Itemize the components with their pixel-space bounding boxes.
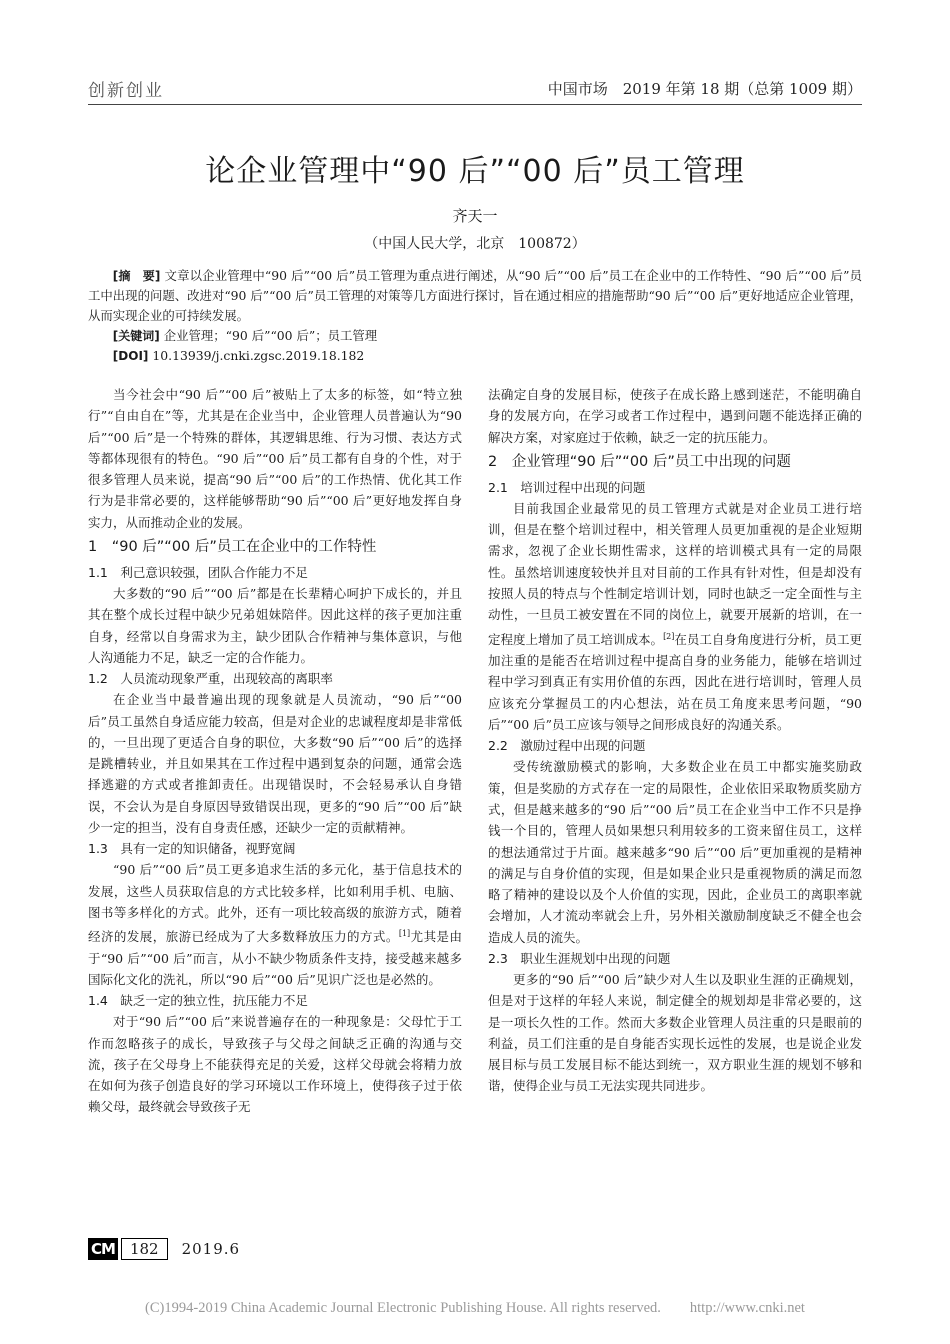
section-2-1-text [488, 498, 862, 735]
doi-text: 10.13939/j.cnki.zgsc.2019.18.182 [152, 348, 365, 363]
section-2-heading: 2 企业管理“90 后”“00 后”员工中出现的问题 [488, 453, 791, 470]
section-1-3-text-b: 尤其是由于“90 后”“00 后”而言，从小不缺少物质条件支持，接受越来越多国际化文化的洗礼，所以“90 后”“00 后”见识广泛也是必然的。 [88, 929, 462, 987]
section-1-3-heading: 1.3 具有一定的知识储备，视野宽阔 [88, 841, 296, 857]
section-1-4-text: 对于“90 后”“00 后”来说普遍存在的一种现象是：父母忙于工作而忽略孩子的成长，导致孩子与父母之间缺乏正确的沟通与交流，孩子在父母身上不能获得充足的关爱，这样父母就会将精力放在如何为孩子创造良好的学习环境以工作环境上，使得孩子过于依赖父母，最终就会导致孩子无 [88, 1014, 462, 1115]
abstract-text: 文章以企业管理中“90 后”“00 后”员工管理为重点进行阐述，从“90 后”“00 后”员工在企业中的工作特性、“90 后”“00 后”员工中出现的问题、改进对“90 后”“00 后”员工管理的对策等几方面进行探讨，旨在通过相应的措施帮助“90 后”“00 后”更好地适应企业管理，从而实现企业的可持续发展。 [88, 268, 862, 323]
section-1-2-text: 在企业当中最普遍出现的现象就是人员流动，“90 后”“00 后”员工虽然自身适应能力较高，但是对企业的忠诚程度却是非常低的，一旦出现了更适合自身的职位，大多数“90 后”“00 后”的选择是跳槽转业，并且如果其在工作过程中遇到复杂的问题，通常会选择逃避的方式或者推卸责任。出现错误时，不会轻易承认自身错误，不会认为是自身原因导致错误出现，更多的“90 后”“00 后”缺少一定的担当，没有自身责任感，还缺少一定的贡献精神。 [88, 692, 462, 836]
right-column [488, 384, 862, 1097]
doi-label: [DOI] [112, 349, 149, 363]
section-2-1-text-a: 目前我国企业最常见的员工管理方式就是对企业员工进行培训，但是在整个培训过程中，相关管理人员更加重视的是企业短期需求，忽视了企业长期性需求，这样的培训模式具有一定的局限性。虽然培训速度较快并且对目前的工作具有针对性，但是却没有按照人员的特点与个性制定培训计划，同时也缺乏一定全面性与主动性，一旦员工被安置在不同的岗位上，就要开展新的培训，在一定程度上增加了员工培训成本。 [488, 500, 862, 647]
citation-2: [2] [663, 631, 675, 641]
intro-paragraph: 当今社会中“90 后”“00 后”被贴上了太多的标签，如“特立独行”“自由自在”等，尤其是在企业当中，企业管理人员普遍认为“90 后”“00 后”是一个特殊的群体，其逻辑思维、行为习惯、表达方式等都体现很有的特色。“90 后”“00 后”员工都有自身的个性，对于很多管理人员来说，提高“90 后”“00 后”的工作热情、优化其工作行为是非常必要的，这样能够帮助“90 后”“00 后”更好地发挥自身实力，从而推动企业的发展。 [88, 387, 462, 530]
section-1-3-text [88, 859, 462, 990]
section-1-1-text: 大多数的“90 后”“00 后”都是在长辈精心呵护下成长的，并且其在整个成长过程中缺少兄弟姐妹陪伴。因此这样的孩子更加注重自身，经常以自身需求为主，缺少团队合作精神与集体意识，与他人沟通能力不足，缺乏一定的合作能力。 [88, 586, 462, 665]
keywords-text: 企业管理；“90 后”“00 后”；员工管理 [163, 328, 378, 343]
section-2-2-heading: 2.2 激励过程中出现的问题 [488, 738, 646, 754]
affiliation: （中国人民大学，北京 100872） [364, 236, 586, 252]
author: 齐天一 [452, 207, 498, 225]
section-2-2-text: 受传统激励模式的影响，大多数企业在员工中都实施奖励政策，但是奖励的方式存在一定的局限性，企业依旧采取物质奖励方式，但是越来越多的“90 后”“00 后”员工在企业当中工作不只是挣钱一个目的，管理人员如果想只利用较多的工资来留住员工，这样的想法通常过于片面。越来越多“90 后”“00 后”更加重视的是精神的满足与自身价值的实现，但是如果企业只是重视物质的满足而忽略了精神的建设以及个人价值的实现，因此，企业员工的离职率就会增加，人才流动率就会上升，另外相关激励制度缺乏不健全也会造成人员的流失。 [488, 759, 862, 945]
header-divider [88, 104, 862, 105]
section-1-3-text-a: “90 后”“00 后”员工更多追求生活的多元化，基于信息技术的发展，这些人员获取信息的方式比较多样，比如利用手机、电脑、图书等多样化的方式。此外，还有一项比较高级的旅游方式，随着经济的发展，旅游已经成为了大多数释放压力的方式。 [88, 862, 462, 945]
section-2-3-heading: 2.3 职业生涯规划中出现的问题 [488, 950, 671, 966]
section-2-3-text: 更多的“90 后”“00 后”缺少对人生以及职业生涯的正确规划，但是对于这样的年轻人来说，制定健全的规划却是非常必要的，这是一项长久性的工作。然而大多数企业管理人员注重的只是眼前的利益，员工们注重的是自身能否实现长远性的发展，也是说企业发展目标与员工发展目标不能达到统一，双方职业生涯的规划不够和谐，使得企业与员工无法实现共同进步。 [488, 971, 862, 1094]
page-footer [88, 1238, 240, 1260]
page-number: 182 [121, 1238, 168, 1260]
section-1-1-heading: 1.1 利己意识较强，团队合作能力不足 [88, 565, 308, 581]
abstract-label: [摘 要] [112, 269, 161, 283]
section-2-1-text-b: 在员工自身角度进行分析，员工更加注重的是能否在培训过程中提高自身的业务能力，能够在培训过程中学习到真正有实用价值的东西，因此在进行培训时，管理人员应该充分掌握员工的内心想法，站在员工角度来思考问题，“90 后”“00 后”员工应该与领导之间形成良好的沟通关系。 [488, 631, 862, 733]
section-1-2-heading: 1.2 人员流动现象严重，出现较高的离职率 [88, 671, 333, 687]
left-column [88, 384, 462, 1118]
journal-logo: CM [88, 1238, 118, 1260]
section-label: 创新创业 [88, 81, 164, 101]
doi [88, 346, 862, 366]
section-1-4-continued: 法确定自身的发展目标，使孩子在成长路上感到迷茫，不能明确自身的发展方向，在学习或者工作过程中，遇到问题不能选择正确的解决方案，对家庭过于依赖，缺乏一定的抗压能力。 [488, 387, 862, 445]
keywords [88, 326, 862, 346]
keywords-label: [关键词] [112, 329, 160, 343]
copyright-watermark: (C)1994-2019 China Academic Journal Electronic Publishing House. All rights reserved. http://www.cnki.net [145, 1300, 805, 1316]
abstract-block [88, 266, 862, 366]
section-1-4-heading: 1.4 缺乏一定的独立性，抗压能力不足 [88, 993, 308, 1009]
section-2-1-heading: 2.1 培训过程中出现的问题 [488, 479, 646, 495]
issue-date: 2019.6 [181, 1240, 241, 1258]
journal-info: 中国市场 2019 年第 18 期（总第 1009 期） [547, 80, 862, 98]
citation-1: [1] [398, 929, 411, 939]
abstract [88, 266, 862, 326]
section-1-heading: 1 “90 后”“00 后”员工在企业中的工作特性 [88, 539, 377, 556]
article-title: 论企业管理中“90 后”“00 后”员工管理 [205, 154, 745, 189]
